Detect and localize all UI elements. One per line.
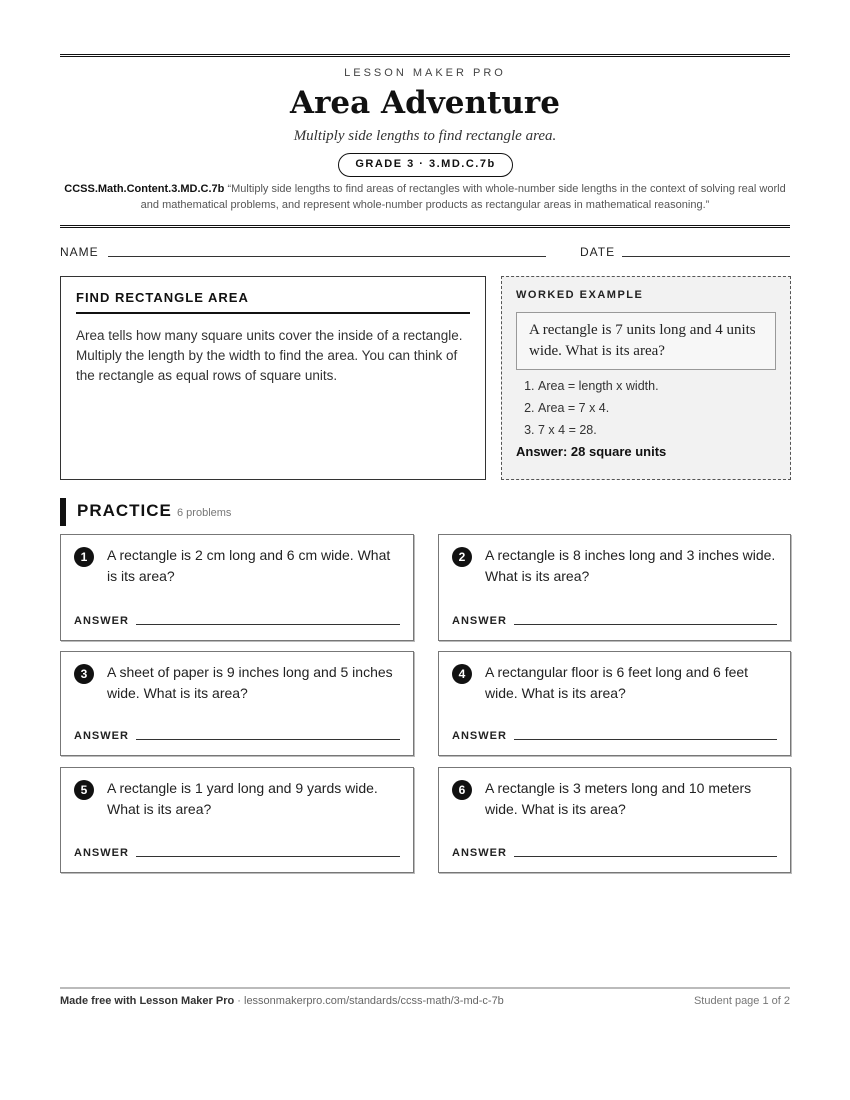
answer-line[interactable] xyxy=(514,856,777,857)
worked-example-heading: WORKED EXAMPLE xyxy=(516,289,644,301)
worked-example-step: 3. 7 x 4 = 28. xyxy=(538,419,776,441)
answer-label: ANSWER xyxy=(74,615,129,627)
worked-example-steps xyxy=(516,375,776,441)
answer-label: ANSWER xyxy=(452,615,507,627)
brand-label: LESSON MAKER PRO xyxy=(344,67,506,79)
answer-label: ANSWER xyxy=(74,847,129,859)
footer-made-with: Made free with Lesson Maker Pro xyxy=(60,995,235,1007)
problem-number-badge: 2 xyxy=(452,547,472,567)
problem-text: A rectangle is 2 cm long and 6 cm wide. What is its area? xyxy=(107,547,391,584)
answer-line[interactable] xyxy=(514,739,777,740)
standard-description xyxy=(60,181,790,213)
footer-rule xyxy=(60,987,790,989)
header-bottom-rule xyxy=(60,225,790,228)
date-field[interactable] xyxy=(622,256,790,257)
footer-url[interactable]: · lessonmakerpro.com/standards/ccss-math/3-md-c-7b xyxy=(234,995,504,1007)
answer-line[interactable] xyxy=(136,739,400,740)
problem-number-badge: 5 xyxy=(74,780,94,800)
answer-line[interactable] xyxy=(136,624,400,625)
worked-example-step: 2. Area = 7 x 4. xyxy=(538,397,776,419)
page-subtitle: Multiply side lengths to find rectangle area. xyxy=(293,128,557,144)
footer-credit xyxy=(60,995,504,1007)
problem-number-badge: 4 xyxy=(452,664,472,684)
worked-example-step: 1. Area = length x width. xyxy=(538,375,776,397)
problem-text: A rectangular floor is 6 feet long and 6 feet wide. What is its area? xyxy=(485,664,749,701)
problem-number-badge: 6 xyxy=(452,780,472,800)
practice-heading: PRACTICE xyxy=(77,501,172,520)
problem-text: A rectangle is 8 inches long and 3 inches wide. What is its area? xyxy=(485,547,776,584)
problem-card-5 xyxy=(60,767,414,873)
answer-label: ANSWER xyxy=(452,847,507,859)
practice-count: 6 problems xyxy=(177,507,232,519)
grade-badge: GRADE 3 · 3.MD.C.7b xyxy=(338,153,513,177)
worked-example-answer: Answer: 28 square units xyxy=(516,444,667,459)
standard-text: “Multiply side lengths to find areas of rectangles with whole-number side lengths in the context of solving real world and mathematical problems, and represent whole-number products as rectangular areas in mathematical reasoning.” xyxy=(140,183,786,211)
problem-card-3 xyxy=(60,651,414,756)
problem-card-2 xyxy=(438,534,791,641)
problem-text: A rectangle is 1 yard long and 9 yards wide. What is its area? xyxy=(107,780,378,817)
answer-line[interactable] xyxy=(514,624,777,625)
name-label: NAME xyxy=(60,245,99,259)
problem-card-1 xyxy=(60,534,414,641)
answer-label: ANSWER xyxy=(452,730,507,742)
problem-number-badge: 3 xyxy=(74,664,94,684)
concept-box xyxy=(60,276,486,480)
answer-label: ANSWER xyxy=(74,730,129,742)
problem-card-6 xyxy=(438,767,791,873)
name-field[interactable] xyxy=(108,256,546,257)
page-title: Area Adventure xyxy=(290,85,560,121)
date-label: DATE xyxy=(580,245,616,259)
top-double-rule xyxy=(60,54,790,57)
problem-card-4 xyxy=(438,651,791,756)
footer-page-number: Student page 1 of 2 xyxy=(693,995,790,1007)
problem-number-badge: 1 xyxy=(74,547,94,567)
concept-body: Area tells how many square units cover the inside of a rectangle. Multiply the length by the width to find the area. You can think of the rectangle as equal rows of square units. xyxy=(76,328,463,383)
worked-example-question: A rectangle is 7 units long and 4 units wide. What is its area? xyxy=(516,312,776,370)
problem-text: A sheet of paper is 9 inches long and 5 inches wide. What is its area? xyxy=(107,664,393,701)
practice-accent-bar xyxy=(60,498,66,526)
standard-code: CCSS.Math.Content.3.MD.C.7b xyxy=(64,183,225,195)
worked-example-box xyxy=(501,276,791,480)
problem-text: A rectangle is 3 meters long and 10 meters wide. What is its area? xyxy=(485,780,752,817)
concept-heading: FIND RECTANGLE AREA xyxy=(76,290,470,314)
answer-line[interactable] xyxy=(136,856,400,857)
